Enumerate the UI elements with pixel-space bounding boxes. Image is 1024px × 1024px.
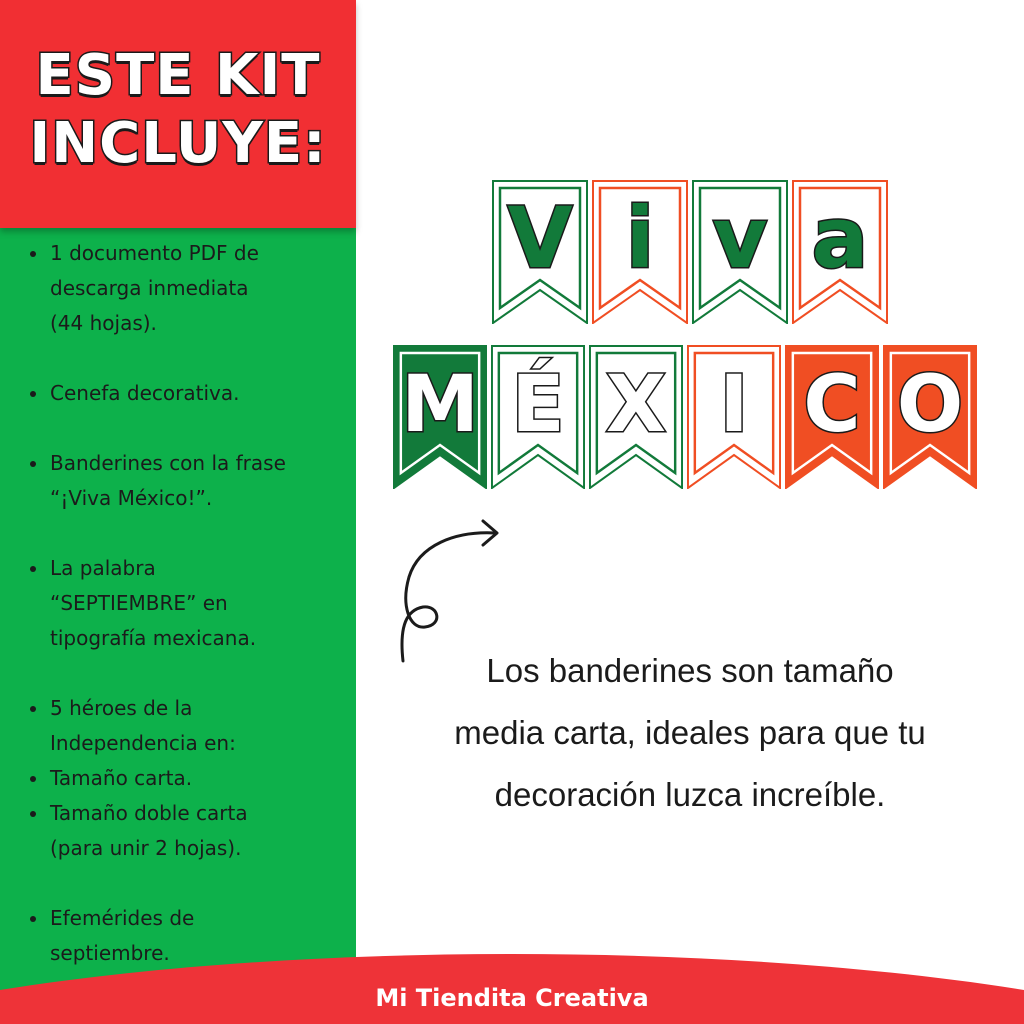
feature-item: 5 héroes de la Independencia en: — [26, 691, 346, 761]
banner-caption: Los banderines son tamaño media carta, ideales para que tu decoración luzca increíble. — [454, 652, 926, 813]
pennant-letter: É — [511, 360, 565, 450]
pennant-letter: C — [803, 360, 861, 450]
pennant-letter: V — [507, 189, 573, 287]
pennant-letter: v — [712, 189, 768, 287]
pennant-flag — [492, 180, 588, 324]
feature-item: La palabra “SEPTIEMBRE” en tipografía mexicana. — [26, 551, 346, 656]
pennant-letter: I — [719, 360, 749, 450]
kit-header-line1: ESTE KIT — [35, 43, 321, 108]
kit-header-title — [18, 42, 338, 178]
feature-item: Tamaño carta. — [26, 761, 346, 796]
pennant-flag — [592, 180, 688, 324]
banner-row-viva — [492, 180, 888, 324]
pennant-flag — [687, 345, 781, 489]
left-panel — [0, 0, 356, 1024]
kit-header — [0, 0, 356, 228]
banner-row-mexico — [393, 345, 977, 489]
pennant-letter: a — [811, 189, 869, 287]
pennant-flag — [792, 180, 888, 324]
feature-list — [26, 236, 346, 971]
feature-item: Efemérides de septiembre. — [26, 901, 346, 971]
pennant-flag — [692, 180, 788, 324]
pennant-letter: i — [625, 189, 655, 287]
pennant-flag — [589, 345, 683, 489]
pennant-flag — [785, 345, 879, 489]
pennant-letter: O — [896, 360, 964, 450]
feature-item: Banderines con la frase “¡Viva México!”. — [26, 446, 346, 516]
pennant-flag — [393, 345, 487, 489]
pennant-flag — [491, 345, 585, 489]
pennant-letter: M — [401, 360, 479, 450]
footer-brand: Mi Tiendita Creativa — [375, 984, 649, 1012]
feature-item: Cenefa decorativa. — [26, 376, 346, 411]
pennant-letter: X — [605, 360, 667, 450]
kit-header-line2: INCLUYE: — [29, 111, 327, 176]
pennant-flag — [883, 345, 977, 489]
feature-item: Tamaño doble carta (para unir 2 hojas). — [26, 796, 346, 866]
feature-item: 1 documento PDF de descarga inmediata (44 hojas). — [26, 236, 346, 341]
